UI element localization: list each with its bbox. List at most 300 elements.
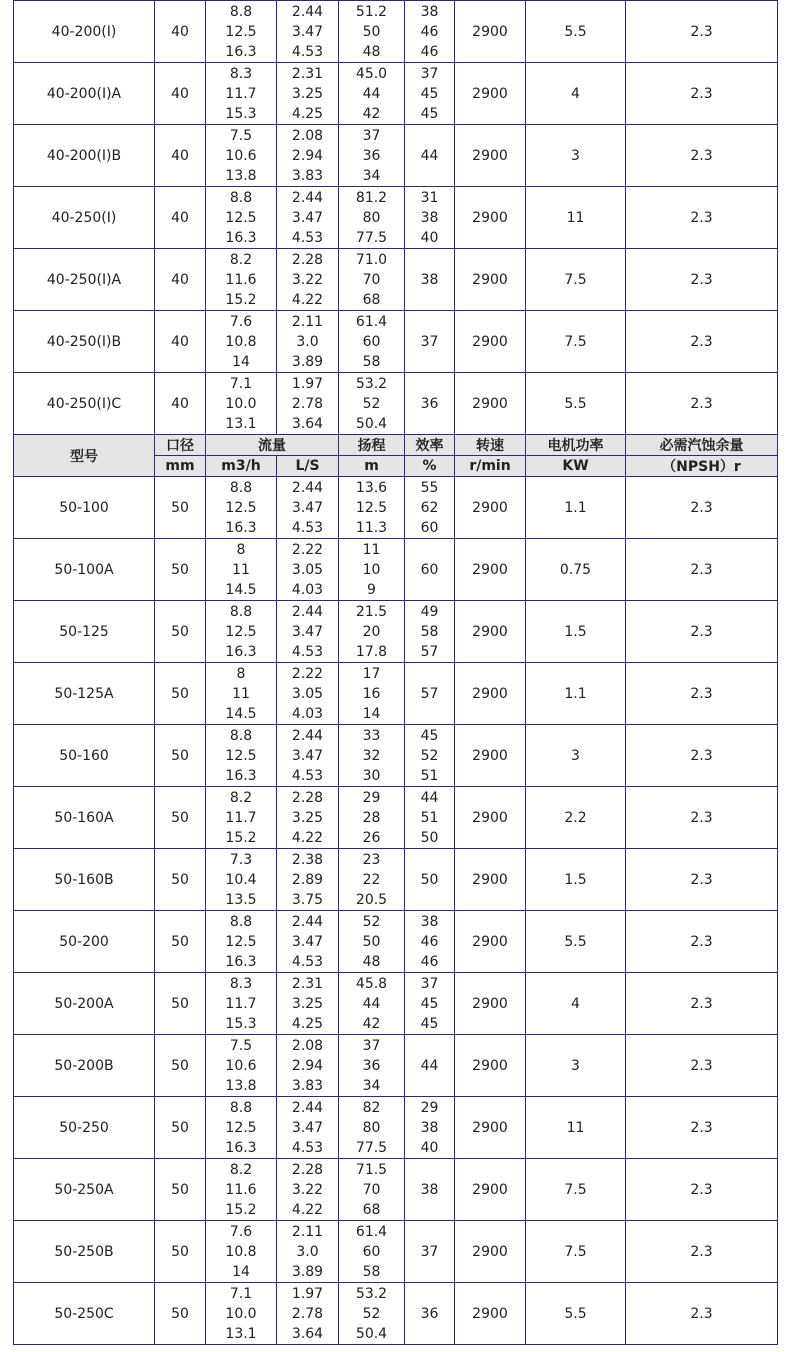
cell-value: 16.3 [225,229,257,246]
cell-flow-m3h [206,1097,277,1159]
cell-npsh: 2.3 [626,1097,778,1159]
cell-npsh: 2.3 [626,311,778,373]
cell-value: 2.11 [291,1223,324,1240]
cell-value: 14.5 [225,705,257,722]
cell-value: 50.4 [355,415,388,432]
cell-value: 34 [362,167,381,184]
unit-npsh: （NPSH）r [626,456,778,477]
cell-value: 7.5 [229,1037,253,1054]
cell-value: 32 [362,747,381,764]
cell-value: 14 [232,353,250,370]
cell-model: 50-250B [14,1221,155,1283]
cell-efficiency [405,601,455,663]
cell-flow-m3h [206,663,277,725]
cell-value: 3.47 [291,209,324,226]
cell-value: 60 [420,519,439,536]
cell-npsh: 2.3 [626,63,778,125]
cell-value: 80 [362,1119,381,1136]
cell-value: 2.22 [291,541,324,558]
cell-value: 50.4 [355,1325,388,1342]
cell-value: 29 [420,1099,439,1116]
cell-flow-ls [277,249,339,311]
cell-value: 11.7 [225,85,257,102]
cell-speed: 2900 [455,1097,526,1159]
cell-value: 38 [420,3,439,20]
cell-model: 40-250(I)A [14,249,155,311]
cell-flow-ls [277,1221,339,1283]
cell-value: 60 [420,561,439,578]
cell-value: 2.78 [291,395,324,412]
cell-caliber: 50 [155,725,206,787]
cell-caliber: 50 [155,911,206,973]
table-row [14,911,778,973]
cell-caliber: 40 [155,249,206,311]
cell-value: 45 [420,995,439,1012]
cell-npsh: 2.3 [626,1159,778,1221]
cell-flow-ls [277,1035,339,1097]
cell-value: 8 [236,665,246,682]
cell-value: 4.53 [291,953,324,970]
cell-value: 17.8 [355,643,388,660]
cell-flow-ls [277,601,339,663]
cell-value: 14.5 [225,581,257,598]
cell-value: 71.0 [355,251,388,268]
cell-value: 81.2 [355,189,388,206]
cell-head [339,249,405,311]
cell-value: 77.5 [355,229,388,246]
cell-value: 38 [420,209,439,226]
cell-value: 3.05 [291,685,324,702]
cell-flow-m3h [206,787,277,849]
cell-caliber: 40 [155,373,206,435]
cell-head [339,1097,405,1159]
cell-value: 4.03 [291,581,324,598]
cell-flow-ls [277,663,339,725]
cell-value: 8.8 [229,479,253,496]
cell-model: 50-160B [14,849,155,911]
cell-flow-m3h [206,1221,277,1283]
cell-value: 28 [362,809,381,826]
cell-power: 5.5 [526,1283,626,1345]
cell-value: 4.53 [291,519,324,536]
cell-efficiency [405,1097,455,1159]
cell-head [339,849,405,911]
cell-value: 48 [362,953,381,970]
cell-value: 46 [420,933,439,950]
cell-value: 11.3 [355,519,388,536]
cell-value: 11.6 [225,271,257,288]
cell-value: 3.75 [291,891,324,908]
cell-speed: 2900 [455,477,526,539]
cell-head [339,63,405,125]
cell-value: 68 [362,291,381,308]
cell-flow-m3h [206,373,277,435]
table-row [14,63,778,125]
cell-value: 37 [420,1243,439,1260]
cell-power: 7.5 [526,311,626,373]
cell-flow-ls [277,725,339,787]
cell-caliber: 40 [155,187,206,249]
cell-power: 0.75 [526,539,626,601]
table-row [14,539,778,601]
cell-caliber: 50 [155,849,206,911]
cell-model: 40-200(I)A [14,63,155,125]
cell-value: 8.8 [229,727,253,744]
cell-flow-m3h [206,477,277,539]
cell-flow-ls [277,187,339,249]
cell-value: 8 [236,541,246,558]
cell-power: 7.5 [526,1221,626,1283]
cell-head [339,373,405,435]
cell-flow-m3h [206,1035,277,1097]
cell-flow-ls [277,311,339,373]
cell-head [339,601,405,663]
cell-value: 3.47 [291,1119,324,1136]
cell-value: 16.3 [225,643,257,660]
cell-value: 8.2 [229,1161,253,1178]
cell-power: 3 [526,125,626,187]
cell-model: 50-100 [14,477,155,539]
cell-efficiency [405,125,455,187]
cell-model: 40-250(I)B [14,311,155,373]
cell-value: 82 [362,1099,381,1116]
cell-flow-m3h [206,249,277,311]
cell-efficiency [405,63,455,125]
cell-value: 7.1 [229,375,253,392]
cell-efficiency [405,1035,455,1097]
cell-value: 61.4 [355,1223,388,1240]
cell-efficiency [405,911,455,973]
cell-value: 36 [362,1057,381,1074]
cell-value: 2.94 [291,147,324,164]
cell-flow-ls [277,849,339,911]
cell-efficiency [405,1159,455,1221]
cell-value: 11 [362,541,381,558]
cell-speed: 2900 [455,663,526,725]
cell-head [339,477,405,539]
cell-efficiency [405,973,455,1035]
unit-head: m [339,456,405,477]
table-row [14,725,778,787]
cell-head [339,1159,405,1221]
cell-value: 60 [362,1243,381,1260]
cell-efficiency [405,1221,455,1283]
cell-speed: 2900 [455,125,526,187]
cell-power: 5.5 [526,1,626,63]
header-model: 型号 [14,435,155,477]
cell-value: 10.6 [225,147,257,164]
cell-value: 57 [420,643,439,660]
cell-value: 10.0 [225,1305,257,1322]
cell-value: 1.97 [291,375,324,392]
cell-value: 38 [420,1181,439,1198]
cell-value: 48 [362,43,381,60]
cell-value: 2.11 [291,313,324,330]
cell-npsh: 2.3 [626,1035,778,1097]
cell-power: 3 [526,725,626,787]
cell-value: 3.47 [291,933,324,950]
cell-value: 2.28 [291,251,324,268]
cell-value: 7.6 [229,313,253,330]
table-row [14,601,778,663]
cell-speed: 2900 [455,1221,526,1283]
cell-value: 3.0 [296,333,319,350]
cell-caliber: 40 [155,63,206,125]
cell-flow-ls [277,973,339,1035]
cell-flow-m3h [206,125,277,187]
cell-value: 4.22 [291,291,324,308]
cell-flow-ls [277,911,339,973]
cell-value: 2.44 [291,603,324,620]
cell-value: 42 [362,1015,381,1032]
cell-value: 3.25 [291,995,324,1012]
cell-head [339,787,405,849]
cell-speed: 2900 [455,725,526,787]
cell-head [339,663,405,725]
cell-value: 51.2 [355,3,388,20]
cell-value: 26 [362,829,381,846]
cell-power: 7.5 [526,249,626,311]
cell-value: 4.25 [291,105,324,122]
cell-efficiency [405,311,455,373]
cell-speed: 2900 [455,1035,526,1097]
cell-speed: 2900 [455,973,526,1035]
cell-value: 49 [420,603,439,620]
cell-value: 45 [420,85,439,102]
cell-value: 42 [362,105,381,122]
cell-value: 58 [420,623,439,640]
cell-speed: 2900 [455,1283,526,1345]
cell-npsh: 2.3 [626,477,778,539]
cell-model: 40-200(I)B [14,125,155,187]
header-motor-power: 电机功率 [526,435,626,456]
table-row [14,187,778,249]
cell-head [339,973,405,1035]
cell-caliber: 50 [155,663,206,725]
cell-caliber: 50 [155,601,206,663]
cell-value: 8.8 [229,189,253,206]
cell-value: 58 [362,353,381,370]
cell-value: 70 [362,271,381,288]
cell-value: 8.8 [229,1099,253,1116]
unit-flow-ls: L/S [277,456,339,477]
cell-value: 50 [362,933,381,950]
cell-value: 3.47 [291,747,324,764]
cell-npsh: 2.3 [626,725,778,787]
cell-value: 11.6 [225,1181,257,1198]
cell-speed: 2900 [455,373,526,435]
table-row [14,1283,778,1345]
cell-value: 4.03 [291,705,324,722]
cell-value: 46 [420,23,439,40]
cell-value: 13.5 [225,891,257,908]
cell-model: 50-100A [14,539,155,601]
cell-flow-m3h [206,311,277,373]
cell-caliber: 50 [155,973,206,1035]
cell-value: 11 [232,561,250,578]
table-row [14,1035,778,1097]
cell-value: 45.8 [355,975,388,992]
cell-efficiency [405,1283,455,1345]
cell-value: 38 [420,1119,439,1136]
cell-power: 1.5 [526,601,626,663]
table-row [14,1221,778,1283]
header-speed: 转速 [455,435,526,456]
cell-efficiency [405,477,455,539]
table-row [14,249,778,311]
cell-flow-m3h [206,1,277,63]
cell-value: 2.44 [291,189,324,206]
cell-value: 2.44 [291,3,324,20]
cell-value: 44 [420,1057,439,1074]
cell-speed: 2900 [455,787,526,849]
table-row [14,849,778,911]
cell-power: 4 [526,973,626,1035]
cell-efficiency [405,373,455,435]
cell-flow-m3h [206,601,277,663]
cell-value: 13.6 [355,479,388,496]
cell-value: 15.2 [225,1201,257,1218]
cell-speed: 2900 [455,1159,526,1221]
cell-value: 13.8 [225,167,257,184]
cell-value: 34 [362,1077,381,1094]
table-row [14,373,778,435]
cell-efficiency [405,187,455,249]
cell-value: 16 [362,685,381,702]
cell-value: 22 [362,871,381,888]
cell-value: 16.3 [225,767,257,784]
cell-speed: 2900 [455,1,526,63]
cell-value: 11.7 [225,809,257,826]
cell-npsh: 2.3 [626,601,778,663]
cell-model: 40-250(I) [14,187,155,249]
cell-model: 40-250(I)C [14,373,155,435]
cell-value: 3.64 [291,415,324,432]
cell-value: 2.31 [291,975,324,992]
cell-efficiency [405,1,455,63]
header-head: 扬程 [339,435,405,456]
cell-value: 20.5 [355,891,388,908]
cell-npsh: 2.3 [626,1,778,63]
cell-value: 45 [420,727,439,744]
cell-flow-m3h [206,1159,277,1221]
cell-value: 40 [420,229,439,246]
cell-flow-m3h [206,187,277,249]
cell-value: 17 [362,665,381,682]
cell-power: 1.1 [526,477,626,539]
cell-model: 50-200A [14,973,155,1035]
cell-value: 2.08 [291,1037,324,1054]
table-body-top [14,1,778,435]
cell-npsh: 2.3 [626,125,778,187]
cell-value: 7.3 [229,851,253,868]
cell-model: 50-250C [14,1283,155,1345]
cell-value: 2.89 [291,871,324,888]
cell-value: 51 [420,767,439,784]
cell-model: 50-160 [14,725,155,787]
cell-npsh: 2.3 [626,1221,778,1283]
cell-flow-ls [277,1283,339,1345]
cell-value: 53.2 [355,375,388,392]
cell-value: 10 [362,561,381,578]
cell-power: 1.1 [526,663,626,725]
cell-value: 3.83 [291,1077,324,1094]
unit-efficiency: % [405,456,455,477]
cell-value: 77.5 [355,1139,388,1156]
cell-head [339,911,405,973]
cell-efficiency [405,849,455,911]
cell-efficiency [405,249,455,311]
cell-value: 2.31 [291,65,324,82]
cell-value: 16.3 [225,953,257,970]
cell-value: 14 [362,705,381,722]
cell-value: 2.44 [291,727,324,744]
cell-head [339,1283,405,1345]
cell-value: 16.3 [225,43,257,60]
cell-value: 3.0 [296,1243,319,1260]
cell-value: 7.5 [229,127,253,144]
cell-value: 45.0 [355,65,388,82]
cell-value: 10.0 [225,395,257,412]
cell-flow-m3h [206,911,277,973]
cell-value: 4.22 [291,829,324,846]
cell-value: 29 [362,789,381,806]
table-body-bottom [14,477,778,1345]
table-row [14,973,778,1035]
pump-spec-sheet [13,0,777,1345]
cell-flow-ls [277,539,339,601]
spec-table [13,0,778,1345]
unit-flow-m3h: m3/h [206,456,277,477]
cell-value: 2.28 [291,789,324,806]
cell-head [339,311,405,373]
cell-value: 10.8 [225,1243,257,1260]
cell-value: 68 [362,1201,381,1218]
cell-flow-ls [277,63,339,125]
cell-npsh: 2.3 [626,373,778,435]
cell-value: 46 [420,43,439,60]
cell-value: 3.25 [291,85,324,102]
cell-value: 45 [420,105,439,122]
cell-value: 11 [232,685,250,702]
table-row [14,787,778,849]
cell-caliber: 50 [155,1283,206,1345]
cell-value: 4.53 [291,229,324,246]
cell-value: 13.1 [225,1325,257,1342]
cell-value: 50 [362,23,381,40]
cell-value: 37 [362,127,381,144]
cell-value: 15.3 [225,105,257,122]
cell-value: 12.5 [225,1119,257,1136]
cell-value: 40 [420,1139,439,1156]
cell-value: 2.38 [291,851,324,868]
cell-value: 13.8 [225,1077,257,1094]
cell-npsh: 2.3 [626,663,778,725]
cell-efficiency [405,539,455,601]
cell-caliber: 50 [155,539,206,601]
cell-value: 36 [362,147,381,164]
cell-value: 20 [362,623,381,640]
cell-value: 10.8 [225,333,257,350]
cell-value: 4.22 [291,1201,324,1218]
cell-value: 45 [420,1015,439,1032]
table-row [14,125,778,187]
cell-efficiency [405,787,455,849]
cell-value: 38 [420,271,439,288]
table-row [14,477,778,539]
cell-value: 15.3 [225,1015,257,1032]
cell-value: 33 [362,727,381,744]
